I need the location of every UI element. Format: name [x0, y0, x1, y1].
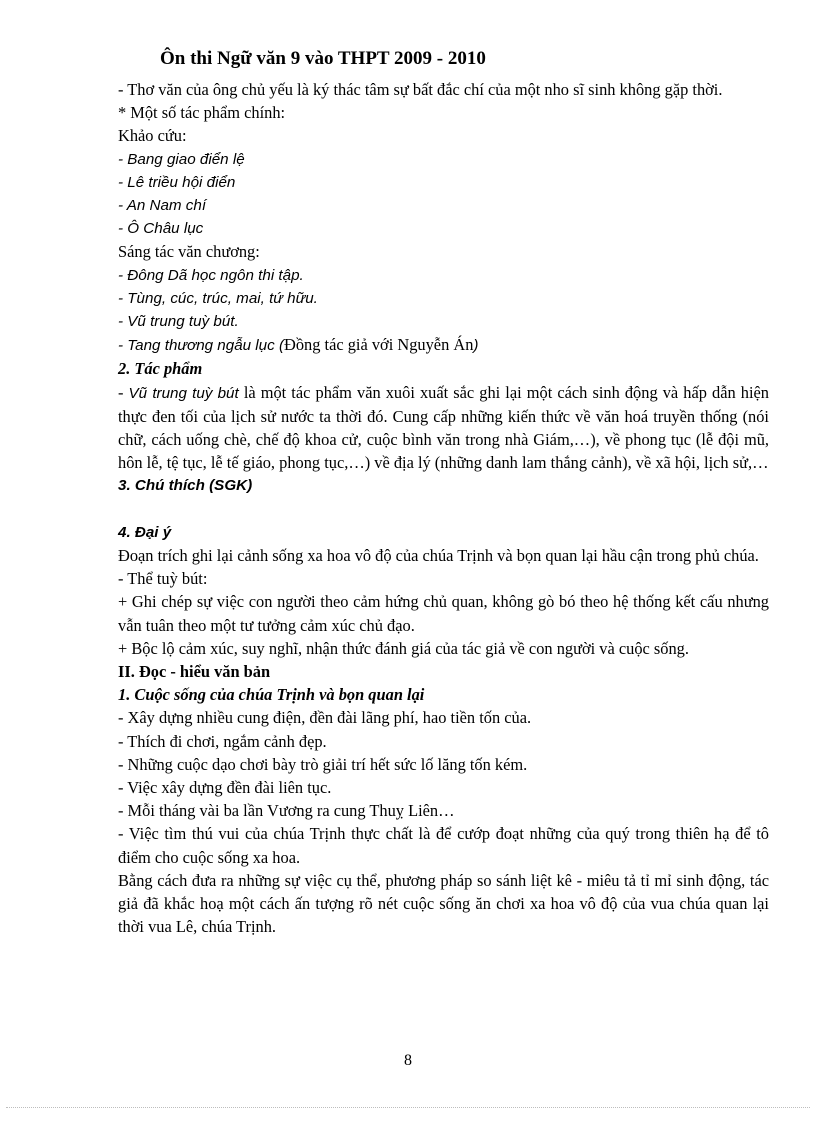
part-heading-reading: II. Đọc - hiểu văn bản	[118, 662, 271, 682]
page-title: Ôn thi Ngữ văn 9 vào THPT 2009 - 2010	[160, 48, 486, 69]
work-paragraph	[118, 381, 769, 475]
work-dash: -	[118, 382, 129, 402]
document-page	[118, 48, 769, 939]
genre-point: + Ghi chép sự việc con người theo cảm hứng chủ quan, không gò bó theo hệ thống kết cấu nhưng vẫn tuân theo một tư tưởng cảm xúc chủ đạo.	[118, 592, 769, 635]
genre-line: - Thể tuỳ bút:	[118, 569, 208, 589]
section-heading-notes: 3. Chú thích (SGK)	[118, 477, 253, 495]
literary-item-last	[118, 333, 769, 357]
subsection-heading-life: 1. Cuộc sống của chúa Trịnh và bọn quan lại	[118, 685, 425, 705]
blank-line	[118, 498, 769, 521]
author-intro-line: - Thơ văn của ông chủ yếu là ký thác tâm sự bất đắc chí của một nho sĩ sinh không gặp thời.	[118, 80, 723, 99]
page-bottom-divider	[6, 1107, 810, 1108]
section-heading-work: 2. Tác phẩm	[118, 359, 203, 379]
life-item: - Xây dựng nhiều cung điện, đền đài lãng phí, hao tiền tốn của.	[118, 708, 532, 728]
conclusion-paragraph: Bằng cách đưa ra những sự việc cụ thể, phương pháp so sánh liệt kê - miêu tả tỉ mỉ sinh động, tác giả đã khắc hoạ một cách ấn tượng rõ nét cuộc sống ăn chơi xa hoa vô độ của vua chúa quan lại thời vua Lê, chúa Trịnh.	[118, 870, 769, 937]
literary-item: - Đông Dã học ngôn thi tập.	[118, 266, 304, 284]
research-item: - Bang giao điển lệ	[118, 150, 245, 168]
summary-paragraph: Đoạn trích ghi lại cảnh sống xa hoa vô độ của chúa Trịnh và bọn quan lại hầu cận trong phủ chúa.	[118, 546, 759, 566]
last-item-coauthor: Đồng tác giả với Nguyễn Án	[284, 335, 474, 355]
works-heading: * Một số tác phẩm chính:	[118, 103, 286, 123]
research-label: Khảo cứu:	[118, 126, 187, 146]
research-item: - An Nam chí	[118, 197, 207, 215]
literary-item: - Tùng, cúc, trúc, mai, tứ hữu.	[118, 289, 318, 307]
genre-point: + Bộc lộ cảm xúc, suy nghĩ, nhận thức đánh giá của tác giả về con người và cuộc sống.	[118, 638, 689, 658]
section-heading-summary: 4. Đại ý	[118, 523, 172, 541]
last-item-close: )	[473, 337, 479, 355]
literary-label: Sáng tác văn chương:	[118, 242, 260, 262]
life-item: - Việc xây dựng đền đài liên tục.	[118, 778, 332, 798]
last-item-title: - Tang thương ngẫu lục (	[118, 337, 285, 355]
life-item: - Mỗi tháng vài ba lần Vương ra cung Thuỵ Liên…	[118, 801, 455, 821]
research-item: - Lê triều hội điển	[118, 173, 236, 191]
life-item: - Thích đi chơi, ngắm cảnh đẹp.	[118, 731, 327, 751]
work-body: là một tác phẩm văn xuôi xuất sắc ghi lại một cách sinh động và hấp dẫn hiện thực đen tối của lịch sử nước ta thời đó. Cung cấp những kiến thức về văn hoá truyền thống (nói chữ, cách uống chè, chế độ khoa cử, cuộc bình văn trong nhà Giám,…), về phong tục (lễ đội mũ, hôn lễ, tệ tục, lễ tế giáo, phong tục,…) về địa lý (những danh lam thắng cảnh), về xã hội, lịch sử,…	[118, 382, 769, 473]
research-item: - Ô Châu lục	[118, 220, 204, 238]
page-number: 8	[404, 1052, 412, 1069]
life-item: - Việc tìm thú vui của chúa Trịnh thực chất là để cướp đoạt những của quý trong thiên hạ để tô điểm cho cuộc sống xa hoa.	[118, 824, 769, 867]
life-item: - Những cuộc dạo chơi bày trò giải trí hết sức lố lăng tốn kém.	[118, 754, 528, 774]
work-title: Vũ trung tuỳ bút	[128, 384, 239, 402]
literary-item: - Vũ trung tuỳ bút.	[118, 313, 239, 331]
